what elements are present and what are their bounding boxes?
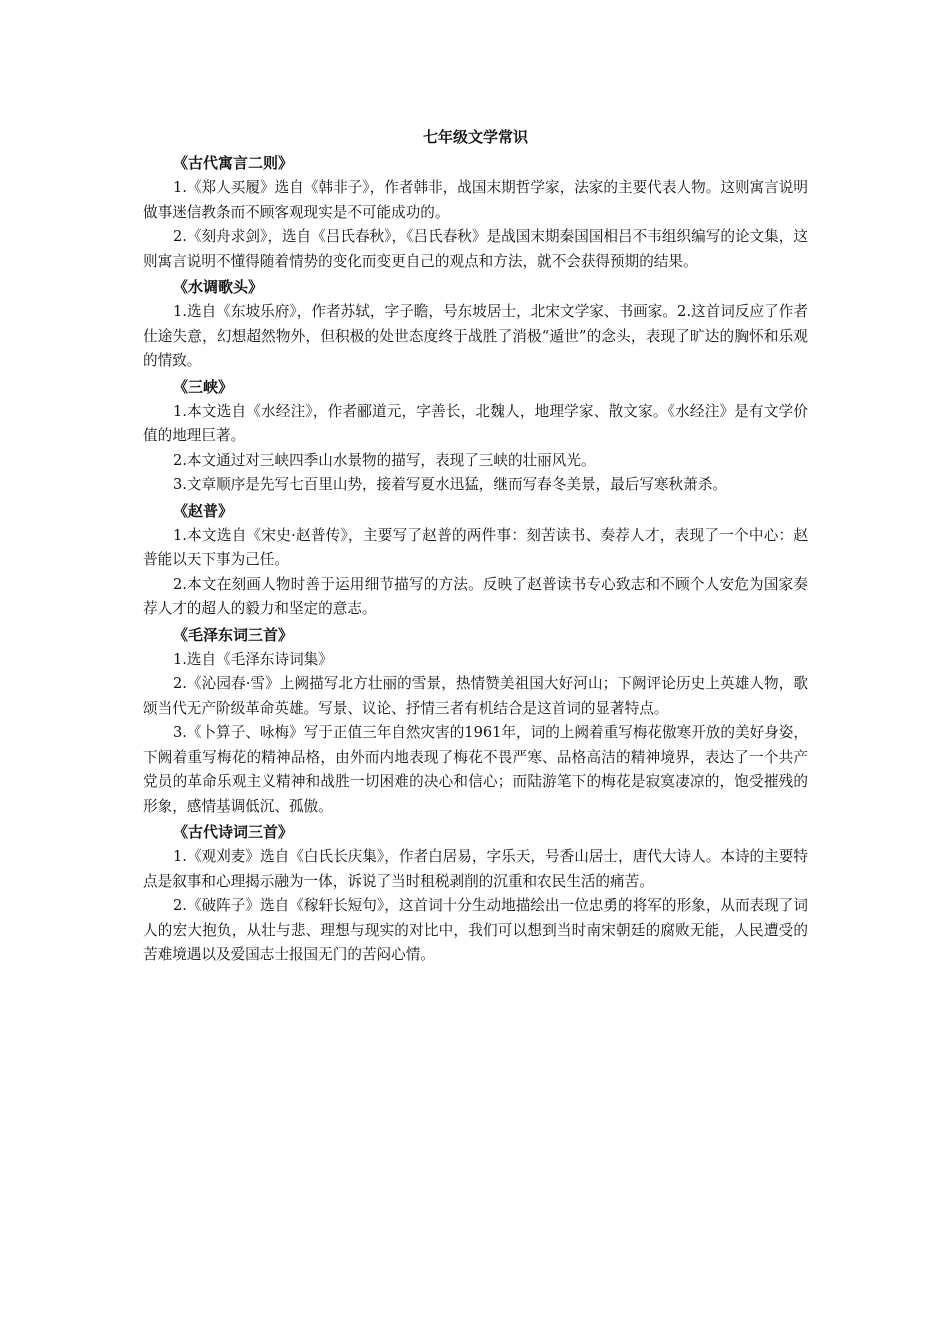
paragraph: 1.本文选自《水经注》，作者郦道元，字善长，北魏人，地理学家、散文家。《水经注》是有文学价值的地理巨著。 [143,402,808,444]
paragraph: 1.选自《毛泽东诗词集》 [173,650,333,668]
paragraph: 2.本文在刻画人物时善于运用细节描写的方法。反映了赵普读书专心致志和不顾个人安危为国家奏荐人才的超人的毅力和坚定的意志。 [143,575,808,617]
paragraph: 3.《卜算子、咏梅》写于正值三年自然灾害的1961年，词的上阙着重写梅花傲寒开放的美好身姿，下阙着重写梅花的精神品格，由外而内地表现了梅花不畏严寒、品格高洁的精神境界，表达了一个共产党员的革命乐观主义精神和战胜一切困难的决心和信心；而陆游笔下的梅花是寂寞凄凉的，饱受摧残的形象，感情基调低沉、孤傲。 [143,724,808,815]
section-ancient-poems [143,819,808,968]
paragraph: 2.《刻舟求剑》，选自《吕氏春秋》，《吕氏春秋》是战国末期秦国国相吕不韦组织编写的论文集，这则寓言说明不懂得随着情势的变化而变更自己的观点和方法，就不会获得预期的结果。 [143,228,808,270]
section-heading: 《赵普》 [173,501,234,520]
section-mao-poems [143,622,808,820]
paragraph: 2.《沁园春·雪》上阙描写北方壮丽的雪景，热情赞美祖国大好河山；下阙评论历史上英雄人物，歌颂当代无产阶级革命英雄。写景、议论、抒情三者有机结合是这首词的显著特点。 [143,675,808,717]
section-ancient-fables [143,150,808,274]
section-shuidiao-getou [143,274,808,374]
paragraph: 1.《郑人买履》选自《韩非子》，作者韩非，战国末期哲学家，法家的主要代表人物。这则寓言说明做事迷信教条而不顾客观现实是不可能成功的。 [143,179,808,221]
section-heading: 《水调歌头》 [173,278,264,296]
paragraph: 3.文章顺序是先写七百里山势，接着写夏水迅猛，继而写春冬美景，最后写寒秋萧杀。 [173,476,727,493]
paragraph: 2.本文通过对三峡四季山水景物的描写，表现了三峡的壮丽风光。 [173,451,596,469]
section-heading: 《古代诗词三首》 [173,823,294,841]
section-heading: 《古代寓言二则》 [173,154,294,172]
document-title: 七年级文学常识 [422,128,528,146]
section-heading: 《三峡》 [173,377,234,396]
section-zhao-pu [143,498,808,622]
paragraph: 1.本文选自《宋史·赵普传》，主要写了赵普的两件事：刻苦读书、奏荐人才，表现了一个中心：赵普能以天下事为己任。 [143,526,808,568]
paragraph: 1.选自《东坡乐府》，作者苏轼，字子瞻，号东坡居士，北宋文学家、书画家。2.这首词反应了作者仕途失意，幻想超然物外，但积极的处世态度终于战胜了消极“遁世”的念头，表现了旷达的胸怀和乐观的情致。 [143,303,808,369]
document-page [143,124,808,968]
paragraph: 2.《破阵子》选自《稼轩长短句》，这首词十分生动地描绘出一位忠勇的将军的形象，从而表现了词人的宏大抱负，从壮与悲、理想与现实的对比中，我们可以想到当时南宋朝廷的腐败无能，人民遭受的苦难境遇以及爱国志士报国无门的苦闷心情。 [143,897,808,963]
paragraph: 1.《观刈麦》选自《白氏长庆集》，作者白居易，字乐天，号香山居士，唐代大诗人。本诗的主要特点是叙事和心理揭示融为一体，诉说了当时租税剥削的沉重和农民生活的痛苦。 [143,848,808,890]
section-three-gorges [143,374,808,498]
section-heading: 《毛泽东词三首》 [173,625,294,644]
